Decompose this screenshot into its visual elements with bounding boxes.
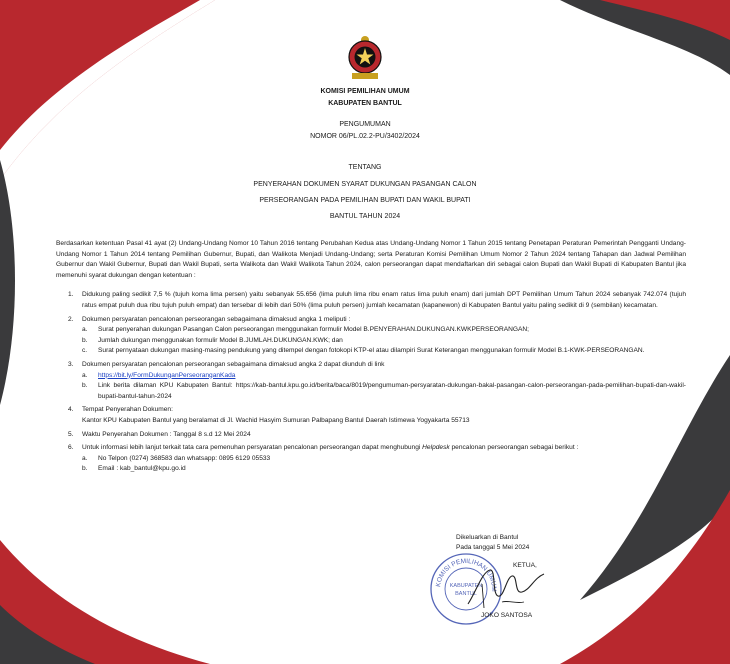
handwritten-signature (462, 564, 552, 610)
issued-place: Dikeluarkan di Bantul (456, 534, 519, 541)
item-text: Didukung paling sedikit 7,5 % (tujuh koma lima persen) yaitu sebanyak 55.656 (lima puluh lima ribu enam ratus lima puluh enam) dari jumlah DPT Pemilihan Umum Tahun 2024 sebanyak 742.074 (tujuh ratus empat puluh dua ribu tujuh puluh empat) dan tersebar di lebih dari 50% (lima puluh persen) jumlah kecamatan (kapanewon) di Kabupaten Bantul yaitu paling sedikit di 9 (sembilan) kecamatan. (82, 291, 686, 309)
item-text: Waktu Penyerahan Dokumen : Tanggal 8 s.d 12 Mei 2024 (82, 430, 251, 438)
sub-item (82, 381, 686, 402)
sub-text: Link berita dilaman KPU Kabupaten Bantul: https://kab-bantul.kpu.go.id/berita/baca/8019/pengumuman-persyaratan-dukungan-bakal-pasangan-calon-perseorangan-pada-pemilihan-bupati-dan-wakil-bupati-bantul-tahun-2024 (98, 382, 686, 400)
sub-item (82, 336, 686, 347)
sub-letter: a. (82, 454, 88, 462)
item-text-after: pencalonan perseorangan sebagai berikut : (449, 444, 579, 452)
list-item (56, 315, 686, 357)
form-download-link[interactable]: https://bit.ly/FormDukunganPerseoranganKada (98, 371, 236, 379)
doc-about: TENTANG (348, 164, 382, 171)
contact-email: Email : kab_bantul@kpu.go.id (98, 465, 186, 473)
stamp-inner-line1: KABUPATEN (449, 583, 483, 589)
list-item (56, 360, 686, 402)
item-text: Tempat Penyerahan Dokumen: (82, 406, 173, 414)
list-item (56, 290, 686, 311)
sub-item (82, 371, 686, 382)
contact-phone: No Telpon (0274) 368583 dan whatsapp: 0895 6129 05533 (98, 454, 271, 462)
sub-letter: a. (82, 326, 88, 334)
sub-letter: b. (82, 336, 88, 344)
org-name: KOMISI PEMILIHAN UMUM (320, 88, 410, 95)
kpu-logo (344, 30, 386, 82)
item-number: 6. (68, 444, 74, 452)
sub-text: Surat penyerahan dukungan Pasangan Calon perseorangan menggunakan formulir Model B.PENYERAHAN.DUKUNGAN.KWKPERSEORANGAN; (98, 326, 530, 334)
item-number: 4. (68, 406, 74, 414)
org-region: KABUPATEN BANTUL (328, 100, 402, 107)
stamp-outer-text: KOMISI PEMILIHAN UMUM (435, 557, 498, 592)
list-item (56, 443, 686, 475)
item-number: 5. (68, 430, 74, 438)
item-number: 1. (68, 291, 74, 299)
intro-paragraph: Berdasarkan ketentuan Pasal 41 ayat (2) Undang-Undang Nomor 10 Tahun 2016 tentang Perubahan Kedua atas Undang-Undang Nomor 1 Tahun 2015 tentang Penetapan Peraturan Pemerintah Pengganti Undang-Undang Nomor 1 Tahun 2014 tentang Pemilihan Gubernur, Bupati, dan Walikota Menjadi Undang-Undang; serta Peraturan Komisi Pemilihan Umum Nomor 2 Tahun 2024 tentang Tahapan dan Jadwal Pemilihan Gubernur dan Wakil Gubernur, Bupati dan Wakil Bupati, serta Walikota dan Wakil Walikota Tahun 2024, calon perseorangan dapat mendaftarkan diri sebagai calon Bupati dan Wakil Bupati di Kabupaten Bantul jika memenuhi syarat dukungan dengan ketentuan : (56, 240, 686, 279)
item-text (82, 444, 578, 451)
doc-body (56, 239, 686, 478)
doc-subject-line3: BANTUL TAHUN 2024 (329, 213, 401, 220)
sub-item (82, 325, 686, 336)
sub-letter: b. (82, 382, 88, 390)
doc-label: PENGUMUMAN (339, 121, 391, 128)
doc-number: NOMOR 06/PL.02.2-PU/3402/2024 (310, 133, 420, 140)
helpdesk-term: Helpdesk (422, 444, 450, 452)
sub-item (82, 346, 686, 357)
item-text-before: Untuk informasi lebih lanjut terkait tata cara pemenuhan persyaratan pencalonan perseorangan dapat menghubungi (82, 444, 423, 452)
office-address: Kantor KPU Kabupaten Bantul yang beralamat di Jl. Wachid Hasyim Sumuran Palbapang Bantul Daerah Istimewa Yogyakarta 55713 (82, 416, 470, 424)
sub-letter: a. (82, 371, 88, 379)
list-item (56, 430, 686, 441)
sub-list (82, 454, 686, 475)
signer-role: KETUA, (513, 562, 537, 569)
sub-letter: b. (82, 465, 88, 473)
sub-list (82, 371, 686, 403)
sub-list (82, 325, 686, 357)
sub-text: Jumlah dukungan menggunakan formulir Model B.JUMLAH.DUKUNGAN.KWK; dan (98, 336, 343, 344)
requirements-list (56, 290, 686, 475)
doc-subject-line1: PENYERAHAN DOKUMEN SYARAT DUKUNGAN PASANGAN CALON (253, 181, 477, 188)
doc-subject-line2: PERSEORANGAN PADA PEMILIHAN BUPATI DAN WAKIL BUPATI (259, 197, 471, 204)
sub-item (82, 454, 686, 465)
item-text: Dokumen persyaratan pencalonan perseorangan sebagaimana dimaksud angka 2 dapat diunduh di link (82, 360, 385, 368)
item-text: Dokumen persyaratan pencalonan perseorangan sebagaimana dimaksud angka 1 meliputi : (82, 315, 351, 323)
issued-date: Pada tanggal 5 Mei 2024 (456, 543, 530, 551)
item-number: 3. (68, 360, 74, 368)
sub-letter: c. (82, 347, 88, 355)
stamp-inner-line2: BANTUL (455, 591, 477, 597)
signature-block (456, 533, 529, 552)
sub-text: Surat pernyataan dukungan masing-masing pendukung yang ditempel dengan fotokopi KTP-el atau dilampiri Surat Keterangan menggunakan formulir Model B.1-KWK-PERSEORANGAN. (98, 347, 645, 355)
sub-item (82, 464, 686, 475)
signer-name: JOKO SANTOSA (481, 612, 533, 619)
item-number: 2. (68, 315, 74, 323)
list-item (56, 405, 686, 426)
